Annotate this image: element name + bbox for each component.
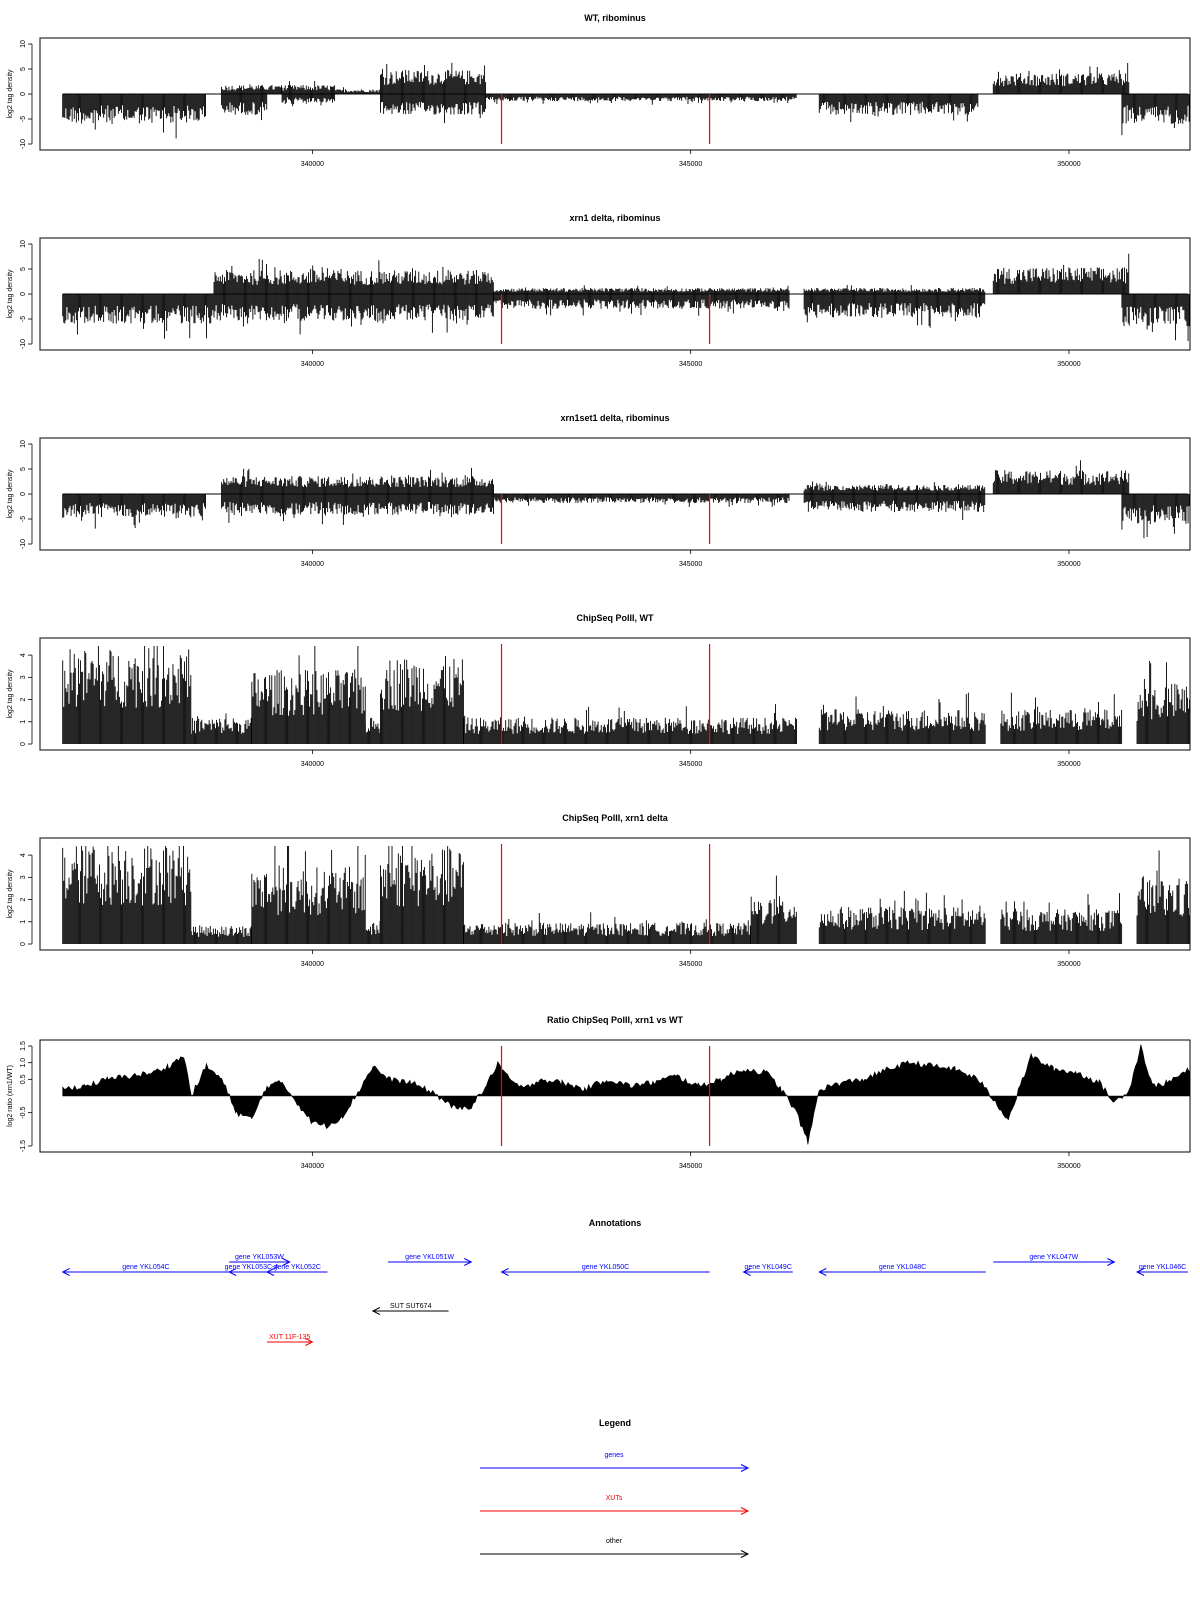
feature-label: gene YKL046C	[1138, 1264, 1187, 1271]
feature-arrow	[1137, 1264, 1188, 1276]
annotations-panel	[63, 1218, 1188, 1346]
feature-arrow	[819, 1264, 985, 1276]
x-tick-label: 340000	[300, 961, 325, 968]
density-bars	[63, 254, 1189, 341]
y-tick-label: 1	[20, 719, 27, 724]
ratio-area	[63, 1045, 1190, 1145]
y-tick-label: 5	[20, 467, 27, 471]
feature-label: SUT SUT674	[389, 1303, 432, 1310]
legend-entry	[480, 1452, 748, 1472]
legend-label: other	[606, 1538, 622, 1545]
annotations-title: Annotations	[588, 1218, 642, 1228]
y-tick-label: 4	[20, 853, 27, 858]
y-tick-label: 2	[20, 897, 27, 902]
density-bars	[63, 63, 1189, 139]
x-tick-label: 350000	[1057, 761, 1081, 768]
x-tick-label: 345000	[678, 561, 703, 568]
feature-arrow	[388, 1254, 471, 1266]
feature-arrow	[267, 1334, 312, 1346]
panel-6	[7, 1015, 1190, 1170]
panel-2	[7, 213, 1190, 368]
y-axis-label: log2 tag density	[7, 269, 14, 319]
feature-label: gene YKL051W	[405, 1254, 455, 1261]
y-tick-label: -5	[20, 115, 27, 123]
data-series	[63, 254, 1189, 341]
feature-label: gene YKL053C-A	[224, 1264, 280, 1271]
panel-title: WT, ribominus	[584, 13, 646, 23]
panel-title: ChipSeq PolII, WT	[576, 613, 654, 623]
density-bars	[63, 646, 1190, 744]
feature-label: gene YKL048C	[878, 1264, 927, 1271]
y-tick-label: 1.5	[20, 1041, 27, 1051]
legend-panel	[480, 1418, 748, 1558]
y-tick-label: 0	[20, 742, 27, 746]
x-tick-label: 340000	[300, 361, 325, 368]
x-tick-label: 350000	[1057, 561, 1081, 568]
y-tick-label: 1.0	[20, 1057, 27, 1068]
x-tick-label: 345000	[678, 761, 703, 768]
x-tick-label: 345000	[678, 161, 703, 168]
y-tick-label: -1.5	[20, 1139, 27, 1153]
y-tick-label: 10	[20, 40, 27, 48]
y-tick-label: 0	[20, 292, 27, 296]
y-tick-label: 0	[20, 942, 27, 946]
panel-title: xrn1 delta, ribominus	[569, 213, 661, 223]
feature-arrow	[63, 1264, 229, 1276]
x-tick-label: 350000	[1057, 961, 1081, 968]
y-tick-label: 2	[20, 697, 27, 702]
x-tick-label: 350000	[1057, 361, 1081, 368]
x-tick-label: 350000	[1057, 161, 1081, 168]
feature-arrow	[993, 1254, 1114, 1266]
feature-label: XUT 11F-135	[268, 1334, 311, 1341]
feature-arrow	[744, 1264, 793, 1276]
panel-title: ChipSeq PolII, xrn1 delta	[562, 813, 668, 823]
y-tick-label: -0.5	[20, 1106, 27, 1119]
y-tick-label: 0.5	[20, 1074, 27, 1085]
feature-label: gene YKL047W	[1029, 1254, 1079, 1261]
y-axis-label: log2 tag density	[7, 69, 14, 119]
panel-1	[7, 13, 1190, 168]
feature-label: gene YKL054C	[122, 1264, 170, 1271]
y-tick-label: 10	[20, 240, 27, 248]
data-series	[63, 1045, 1190, 1145]
x-tick-label: 345000	[678, 961, 703, 968]
legend-entry	[480, 1495, 748, 1515]
legend-title: Legend	[598, 1418, 632, 1428]
x-tick-label: 340000	[300, 1163, 325, 1170]
feature-label: gene YKL050C	[581, 1264, 630, 1271]
feature-label: gene YKL049C	[744, 1264, 792, 1271]
feature-label: gene YKL053W	[234, 1254, 284, 1261]
panel-title: Ratio ChipSeq PolII, xrn1 vs WT	[546, 1015, 684, 1025]
feature-arrow	[267, 1264, 328, 1276]
y-tick-label: 10	[20, 440, 27, 448]
y-tick-label: 0	[20, 492, 27, 496]
y-tick-label: 1	[20, 919, 27, 924]
x-tick-label: 350000	[1057, 1163, 1081, 1170]
y-tick-label: -10	[20, 138, 27, 150]
legend-label: XUTs	[605, 1495, 623, 1502]
x-tick-label: 340000	[300, 161, 325, 168]
panel-5	[7, 813, 1190, 968]
y-tick-label: 3	[20, 875, 27, 880]
panel-4	[7, 613, 1190, 768]
panel-3	[7, 413, 1190, 568]
y-tick-label: -5	[20, 515, 27, 523]
feature-arrow	[373, 1303, 449, 1315]
density-bars	[63, 846, 1190, 944]
y-tick-label: 5	[20, 67, 27, 71]
x-tick-label: 340000	[300, 761, 325, 768]
y-tick-label: -10	[20, 338, 27, 350]
y-tick-label: -10	[20, 538, 27, 550]
data-series	[63, 846, 1190, 944]
y-tick-label: 3	[20, 675, 27, 680]
feature-label: gene YKL052C	[273, 1264, 321, 1271]
x-tick-label: 345000	[678, 361, 703, 368]
feature-arrow	[502, 1264, 710, 1276]
y-tick-label: 4	[20, 653, 27, 658]
y-tick-label: 0	[20, 92, 27, 96]
y-tick-label: -5	[20, 315, 27, 323]
y-axis-label: log2 tag density	[7, 469, 14, 519]
data-series	[63, 460, 1189, 538]
panel-title: xrn1set1 delta, ribominus	[560, 413, 670, 423]
y-axis-label: log2 tag density	[7, 669, 14, 719]
x-tick-label: 345000	[678, 1163, 703, 1170]
x-tick-label: 340000	[300, 561, 325, 568]
data-series	[63, 646, 1190, 744]
legend-label: genes	[604, 1452, 624, 1459]
data-series	[63, 63, 1189, 139]
density-bars	[63, 460, 1189, 538]
y-axis-label: log2 tag density	[7, 869, 14, 919]
legend-entry	[480, 1538, 748, 1558]
y-tick-label: 5	[20, 267, 27, 271]
y-axis-label: log2 ratio (xrn1/WT)	[7, 1065, 14, 1127]
